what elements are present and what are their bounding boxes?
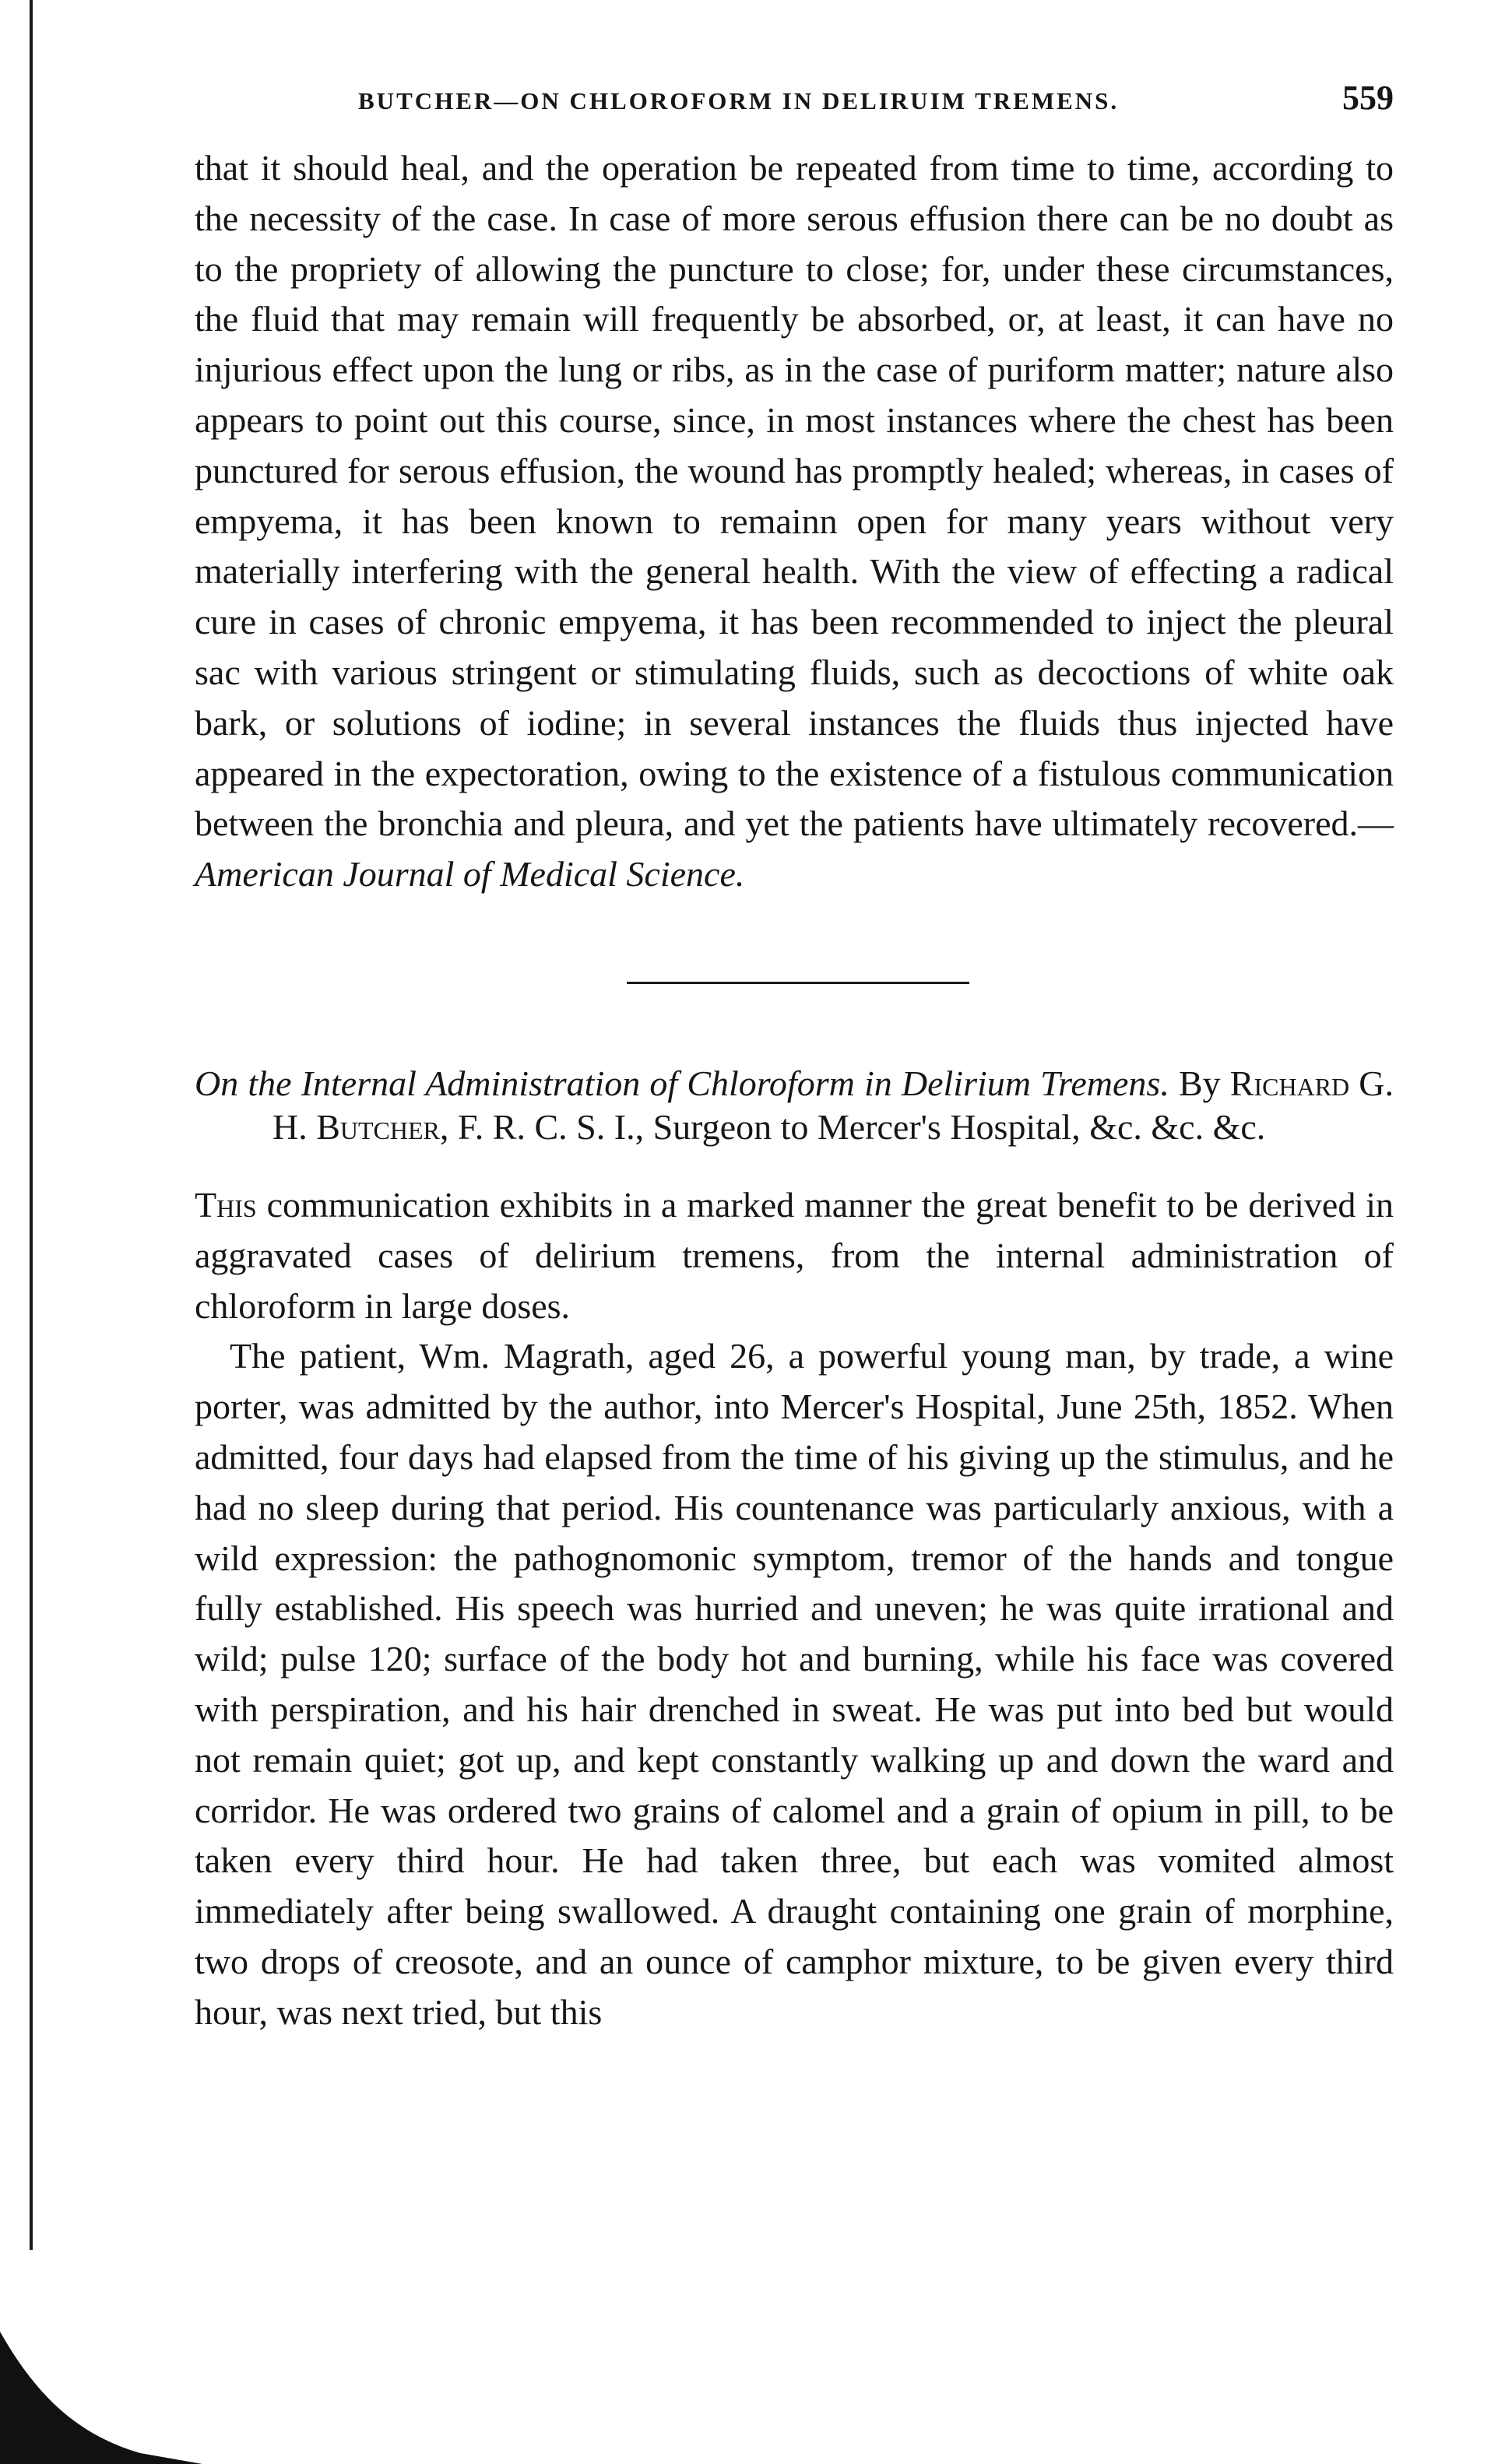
paragraph-continuation [195, 143, 1394, 900]
author-affiliation: Surgeon to Mercer's Hospital, &c. &c. &c. [652, 1106, 1266, 1147]
article-author: Richard G. H. Butcher, F. R. C. S. I., [273, 1063, 1394, 1147]
page-content [195, 78, 1394, 2038]
paragraph-case [195, 1331, 1394, 2037]
paragraph-text: The patient, Wm. Magrath, aged 26, a powerful young man, by trade, a wine porter, was admitted by the author, into Mercer's Hospital, June 25th, 1852. When admitted, four days had elapsed from the time of his giving up the stimulus, and he had no sleep during that period. His countenance was particularly anxious, with a wild expression: the pathognomonic symptom, tremor of the hands and tongue fully established. His speech was hurried and uneven; he was quite irrational and wild; pulse 120; surface of the body hot and burning, while his face was covered with perspiration, and his hair drenched in sweat. He was put into bed but would not remain quiet; got up, and kept constantly walking up and down the ward and corridor. He was ordered two grains of calomel and a grain of opium in pill, to be taken every third hour. He had taken three, but each was vomited almost immediately after being swallowed. A draught containing one grain of morphine, two drops of creosote, and an ounce of camphor mixture, to be given every third hour, was next tried, but this [195, 1336, 1394, 2032]
paragraph-text: that it should heal, and the operation be repeated from time to time, according to the necessity of the case. In case of more serous effusion there can be no doubt as to the propriety of allowing the puncture to close; for, under these circumstances, the fluid that may remain will frequently be absorbed, or, at least, it can have no injurious effect upon the lung or ribs, as in the case of puriform matter; nature also appears to point out this course, since, in most instances where the chest has been punctured for serous effusion, the wound has promptly healed; whereas, in cases of empyema, it has been known to remainn open for many years without very materially interfering with the general health. With the view of effecting a radical cure in cases of chronic empyema, it has been recommended to inject the pleural sac with various stringent or stimulating fluids, such as decoctions of white oak bark, or solutions of iodine; in several instances the fluids thus injected have appeared in the expectoration, owing to the existence of a fistulous communication between the bronchia and pleura, and yet the patients have ultimately recovered.— [195, 148, 1394, 844]
paragraph-intro [195, 1180, 1394, 1331]
running-head: BUTCHER—ON CHLOROFORM IN DELIRUIM TREMENS. [358, 87, 1120, 114]
page-spine-line [30, 0, 33, 2250]
section-divider [627, 982, 969, 984]
paragraph-lead-word: This [195, 1184, 257, 1225]
citation-source: American Journal of Medical Science. [195, 854, 745, 895]
page-corner-shadow [0, 2207, 202, 2464]
paragraph-text: communication exhibits in a marked manner the great benefit to be derived in aggravated cases of delirium tremens, from the internal administration of chloroform in large doses. [195, 1184, 1394, 1326]
page-header [195, 78, 1394, 140]
article-title-block [195, 1062, 1394, 1149]
page-number: 559 [1342, 79, 1394, 117]
article-title: On the Internal Administration of Chloroform in Delirium Tremens. [195, 1063, 1169, 1103]
byline-by: By [1178, 1063, 1221, 1103]
